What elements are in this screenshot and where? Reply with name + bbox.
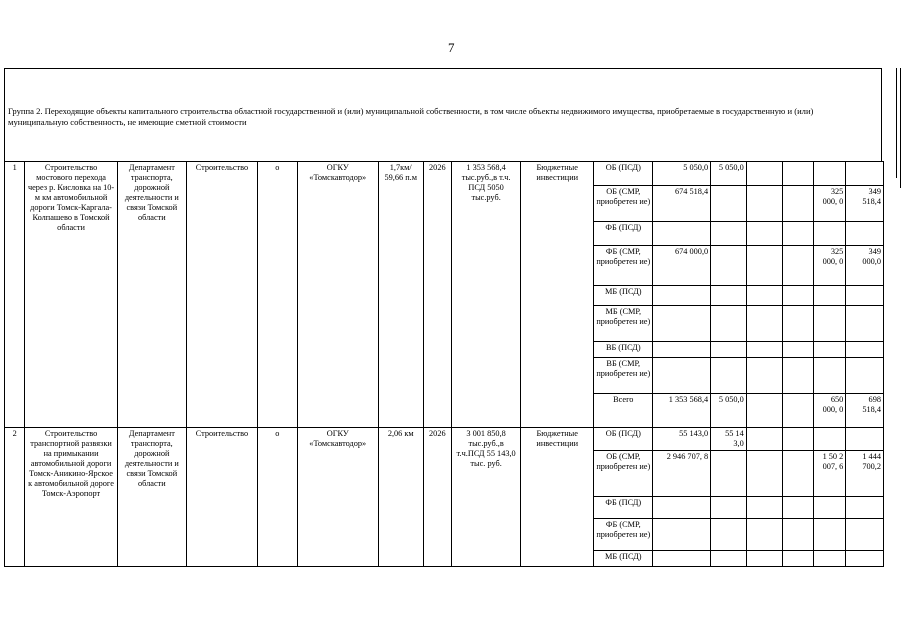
estimated-cost: 1 353 568,4 тыс.руб.,в т.ч. ПСД 5050 тыс.руб.: [452, 162, 521, 428]
completion-year: 2026: [423, 428, 451, 567]
year-4-amount: 325 000, 0: [813, 246, 846, 286]
funding-source: ФБ (ПСД): [594, 222, 653, 246]
object-number: 2: [5, 428, 25, 567]
group-title: Группа 2. Переходящие объекты капитального строительства областной государственной и (или) муниципальной собственности, в том числе объекты недвижимого имущества, приобретаемые в государственную и (или) муниципальную собственность, не имеющие сметной стоимости: [8, 106, 814, 127]
year-2-amount: [746, 497, 783, 519]
year-5-amount: [846, 306, 884, 342]
year-1-amount: [711, 306, 747, 342]
year-2-amount: [746, 394, 783, 428]
investment-kind: Бюджетные инвестиции: [521, 428, 594, 567]
year-3-amount: [783, 451, 813, 497]
total-amount: [653, 551, 711, 567]
year-2-amount: [746, 342, 783, 358]
funding-source: ФБ (СМР, приобретен ие): [594, 246, 653, 286]
ownership-form: о: [258, 428, 298, 567]
year-1-amount: 5 050,0: [711, 394, 747, 428]
table-edge-line: [896, 68, 897, 178]
estimated-cost: 3 001 850,8 тыс.руб.,в т.ч.ПСД 55 143,0 тыс. руб.: [452, 428, 521, 567]
year-1-amount: [711, 246, 747, 286]
year-3-amount: [783, 222, 813, 246]
year-1-amount: [711, 358, 747, 394]
year-1-amount: [711, 222, 747, 246]
total-amount: 5 050,0: [653, 162, 711, 186]
year-2-amount: [746, 519, 783, 551]
year-3-amount: [783, 162, 813, 186]
year-1-amount: [711, 497, 747, 519]
funding-source: ОБ (СМР, приобретен ие): [594, 186, 653, 222]
year-4-amount: [813, 162, 846, 186]
year-4-amount: [813, 286, 846, 306]
year-4-amount: [813, 519, 846, 551]
year-5-amount: 349 000,0: [846, 246, 884, 286]
funding-source: ОБ (ПСД): [594, 162, 653, 186]
funding-source: ОБ (СМР, приобретен ие): [594, 451, 653, 497]
funding-source: МБ (ПСД): [594, 551, 653, 567]
ownership-form: о: [258, 162, 298, 428]
year-1-amount: [711, 342, 747, 358]
table-edge-line: [900, 68, 901, 188]
year-4-amount: [813, 222, 846, 246]
total-amount: [653, 358, 711, 394]
department: Департамент транспорта, дорожной деятельности и связи Томской области: [117, 428, 186, 567]
year-4-amount: [813, 497, 846, 519]
total-amount: [653, 222, 711, 246]
year-5-amount: [846, 497, 884, 519]
year-5-amount: [846, 222, 884, 246]
total-amount: [653, 342, 711, 358]
year-3-amount: [783, 428, 813, 451]
year-3-amount: [783, 358, 813, 394]
total-amount: [653, 286, 711, 306]
table-row: [5, 428, 884, 451]
total-amount: 674 000,0: [653, 246, 711, 286]
year-1-amount: [711, 519, 747, 551]
year-1-amount: 55 14 3,0: [711, 428, 747, 451]
object-name: Строительство транспортной развязки на примыкании автомобильной дороги Томск-Аникино-Ярское к автомобильной дороге Томск-Аэропорт: [25, 428, 117, 567]
year-2-amount: [746, 451, 783, 497]
department: Департамент транспорта, дорожной деятельности и связи Томской области: [117, 162, 186, 428]
year-1-amount: [711, 451, 747, 497]
investment-table: [4, 161, 884, 567]
work-type: Строительство: [186, 162, 257, 428]
page-number: 7: [448, 40, 455, 55]
year-2-amount: [746, 306, 783, 342]
funding-source: ФБ (СМР, приобретен ие): [594, 519, 653, 551]
year-3-amount: [783, 306, 813, 342]
year-1-amount: [711, 286, 747, 306]
total-amount: 674 518,4: [653, 186, 711, 222]
year-4-amount: 1 50 2 007, 6: [813, 451, 846, 497]
year-2-amount: [746, 428, 783, 451]
funding-source: МБ (СМР, приобретен ие): [594, 306, 653, 342]
year-5-amount: [846, 519, 884, 551]
customer: ОГКУ «Томскавтодор»: [297, 162, 378, 428]
year-4-amount: 650 000, 0: [813, 394, 846, 428]
object-name: Строительство мостового перехода через р. Кисловка на 10-м км автомобильной дороги Томск-Каргала-Колпашево в Томской области: [25, 162, 117, 428]
year-3-amount: [783, 497, 813, 519]
year-5-amount: 1 444 700,2: [846, 451, 884, 497]
funding-source: ВБ (ПСД): [594, 342, 653, 358]
year-2-amount: [746, 162, 783, 186]
total-amount: 1 353 568,4: [653, 394, 711, 428]
work-type: Строительство: [186, 428, 257, 567]
year-2-amount: [746, 222, 783, 246]
year-3-amount: [783, 394, 813, 428]
year-3-amount: [783, 519, 813, 551]
year-5-amount: 698 518,4: [846, 394, 884, 428]
year-3-amount: [783, 342, 813, 358]
year-5-amount: [846, 358, 884, 394]
customer: ОГКУ «Томскавтодор»: [297, 428, 378, 567]
year-3-amount: [783, 246, 813, 286]
total-amount: [653, 519, 711, 551]
investment-kind: Бюджетные инвестиции: [521, 162, 594, 428]
year-2-amount: [746, 246, 783, 286]
year-5-amount: [846, 162, 884, 186]
funding-source: МБ (ПСД): [594, 286, 653, 306]
year-5-amount: 349 518,4: [846, 186, 884, 222]
year-4-amount: [813, 358, 846, 394]
year-5-amount: [846, 286, 884, 306]
year-2-amount: [746, 286, 783, 306]
year-2-amount: [746, 551, 783, 567]
year-4-amount: [813, 306, 846, 342]
year-5-amount: [846, 551, 884, 567]
funding-source: ОБ (ПСД): [594, 428, 653, 451]
year-1-amount: 5 050,0: [711, 162, 747, 186]
year-2-amount: [746, 358, 783, 394]
total-amount: [653, 306, 711, 342]
table-row: [5, 162, 884, 186]
year-4-amount: [813, 342, 846, 358]
year-5-amount: [846, 428, 884, 451]
year-4-amount: [813, 428, 846, 451]
year-4-amount: [813, 551, 846, 567]
capacity: 1,7км/ 59,66 п.м: [378, 162, 423, 428]
total-amount: [653, 497, 711, 519]
object-number: 1: [5, 162, 25, 428]
year-4-amount: 325 000, 0: [813, 186, 846, 222]
year-1-amount: [711, 186, 747, 222]
total-amount: 55 143,0: [653, 428, 711, 451]
year-5-amount: [846, 342, 884, 358]
capacity: 2,06 км: [378, 428, 423, 567]
year-1-amount: [711, 551, 747, 567]
completion-year: 2026: [423, 162, 451, 428]
year-3-amount: [783, 551, 813, 567]
year-3-amount: [783, 186, 813, 222]
funding-source: ВБ (СМР, приобретен ие): [594, 358, 653, 394]
funding-source: ФБ (ПСД): [594, 497, 653, 519]
total-amount: 2 946 707, 8: [653, 451, 711, 497]
year-3-amount: [783, 286, 813, 306]
funding-source: Всего: [594, 394, 653, 428]
year-2-amount: [746, 186, 783, 222]
